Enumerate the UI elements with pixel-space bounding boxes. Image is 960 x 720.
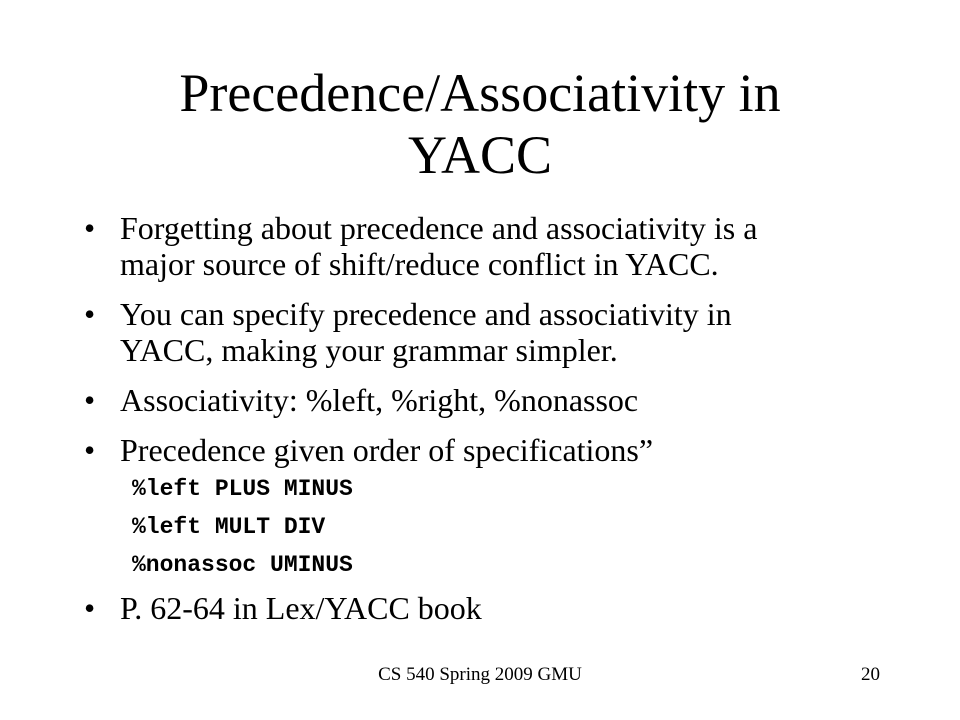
bullet-text-line: major source of shift/reduce conflict in YACC.	[120, 246, 719, 282]
code-line: %left PLUS MINUS	[132, 476, 353, 502]
code-block	[84, 470, 884, 584]
bullet-item	[84, 296, 884, 368]
slide-title	[60, 62, 900, 186]
bullet-text-line: P. 62-64 in Lex/YACC book	[120, 590, 482, 626]
bullet-text-line: Forgetting about precedence and associativity is a	[120, 210, 758, 246]
bullet-marker: •	[84, 210, 96, 246]
bullet-marker: •	[84, 382, 96, 418]
bullet-marker: •	[84, 432, 96, 468]
bullet-marker: •	[84, 296, 96, 332]
bullet-marker: •	[84, 590, 96, 626]
slide-number: 20	[861, 664, 880, 685]
title-line-2: YACC	[407, 125, 553, 185]
bullet-text-line: You can specify precedence and associativity in	[120, 296, 732, 332]
bullet-text-line: Precedence given order of specifications”	[120, 432, 654, 468]
bullet-text-line: Associativity: %left, %right, %nonassoc	[120, 382, 639, 418]
bullet-text-line: YACC, making your grammar simpler.	[120, 332, 618, 368]
code-line: %left MULT DIV	[132, 514, 326, 540]
title-line-1: Precedence/Associativity in	[179, 63, 781, 123]
footer-course: CS 540 Spring 2009 GMU	[378, 664, 582, 685]
bullet-item	[84, 210, 884, 282]
bullet-item	[84, 432, 884, 468]
code-line: %nonassoc UMINUS	[132, 552, 353, 578]
slide-body	[84, 210, 884, 640]
bullet-item	[84, 590, 884, 626]
bullet-item	[84, 382, 884, 418]
